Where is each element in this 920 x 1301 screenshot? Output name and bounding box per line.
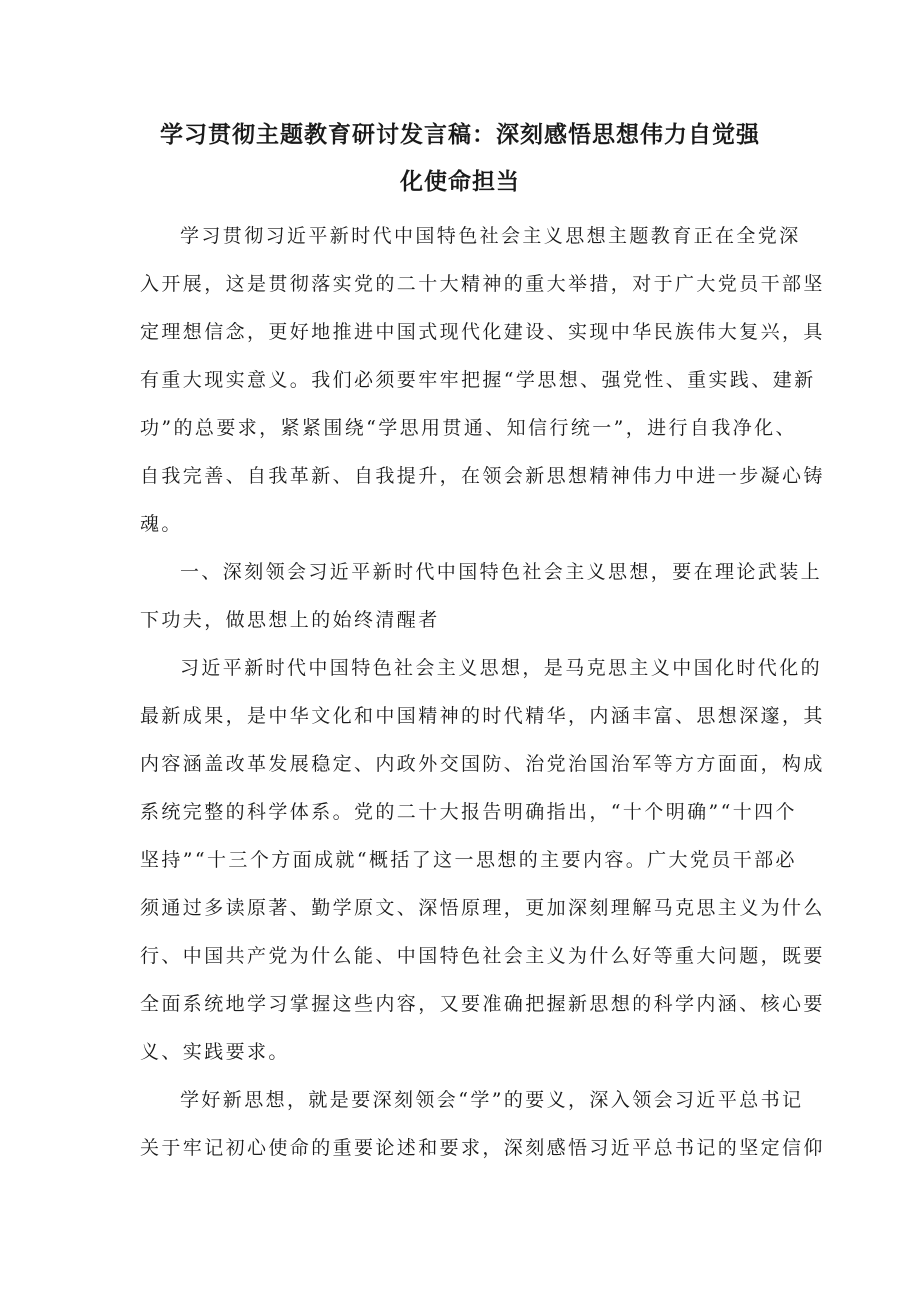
paragraph-1-line-1: 学习贯彻习近平新时代中国特色社会主义思想主题教育正在全党深 [180, 225, 801, 247]
paragraph-1-line-7: 魂。 [140, 513, 183, 535]
paragraph-1-line-5: 功”的总要求，紧紧围绕“学思用贯通、知信行统一”，进行自我净化、 [140, 417, 797, 439]
paragraph-3-line-2: 最新成果，是中华文化和中国精神的时代精华，内涵丰富、思想深邃，其 [140, 705, 825, 727]
paragraph-3-line-9: 义、实践要求。 [140, 1041, 290, 1063]
section-heading-line-1: 一、深刻领会习近平新时代中国特色社会主义思想，要在理论武装上 [180, 561, 823, 583]
paragraph-1-line-2: 入开展，这是贯彻落实党的二十大精神的重大举措，对于广大党员干部坚 [140, 273, 825, 295]
paragraph-3-line-8: 全面系统地学习掌握这些内容，又要准确把握新思想的科学内涵、核心要 [140, 993, 825, 1015]
paragraph-3-line-7: 行、中国共产党为什么能、中国特色社会主义为什么好等重大问题，既要 [140, 945, 825, 967]
paragraph-1-line-3: 定理想信念，更好地推进中国式现代化建设、实现中华民族伟大复兴，具 [140, 321, 825, 343]
paragraph-3-line-6: 须通过多读原著、勤学原文、深悟原理，更加深刻理解马克思主义为什么 [140, 897, 825, 919]
document-title-line-2: 化使命担当 [400, 169, 520, 195]
paragraph-4-line-1: 学好新思想，就是要深刻领会“学”的要义，深入领会习近平总书记 [180, 1089, 804, 1111]
paragraph-3-line-4: 系统完整的科学体系。党的二十大报告明确指出，“十个明确”“十四个 [140, 801, 797, 823]
section-heading-line-2: 下功夫，做思想上的始终清醒者 [140, 609, 440, 631]
paragraph-3-line-3: 内容涵盖改革发展稳定、内政外交国防、治党治国治军等方方面面，构成 [140, 753, 825, 775]
paragraph-4-line-2: 关于牢记初心使命的重要论述和要求，深刻感悟习近平总书记的坚定信仰 [140, 1137, 825, 1159]
paragraph-3-line-1: 习近平新时代中国特色社会主义思想，是马克思主义中国化时代化的 [180, 657, 823, 679]
document-title-line-1: 学习贯彻主题教育研讨发言稿：深刻感悟思想伟力自觉强 [160, 122, 760, 148]
paragraph-1-line-4: 有重大现实意义。我们必须要牢牢把握“学思想、强党性、重实践、建新 [140, 369, 816, 391]
paragraph-1-line-6: 自我完善、自我革新、自我提升，在领会新思想精神伟力中进一步凝心铸 [140, 465, 825, 487]
paragraph-3-line-5: 坚持”“十三个方面成就“概括了这一思想的主要内容。广大党员干部必 [140, 849, 797, 871]
